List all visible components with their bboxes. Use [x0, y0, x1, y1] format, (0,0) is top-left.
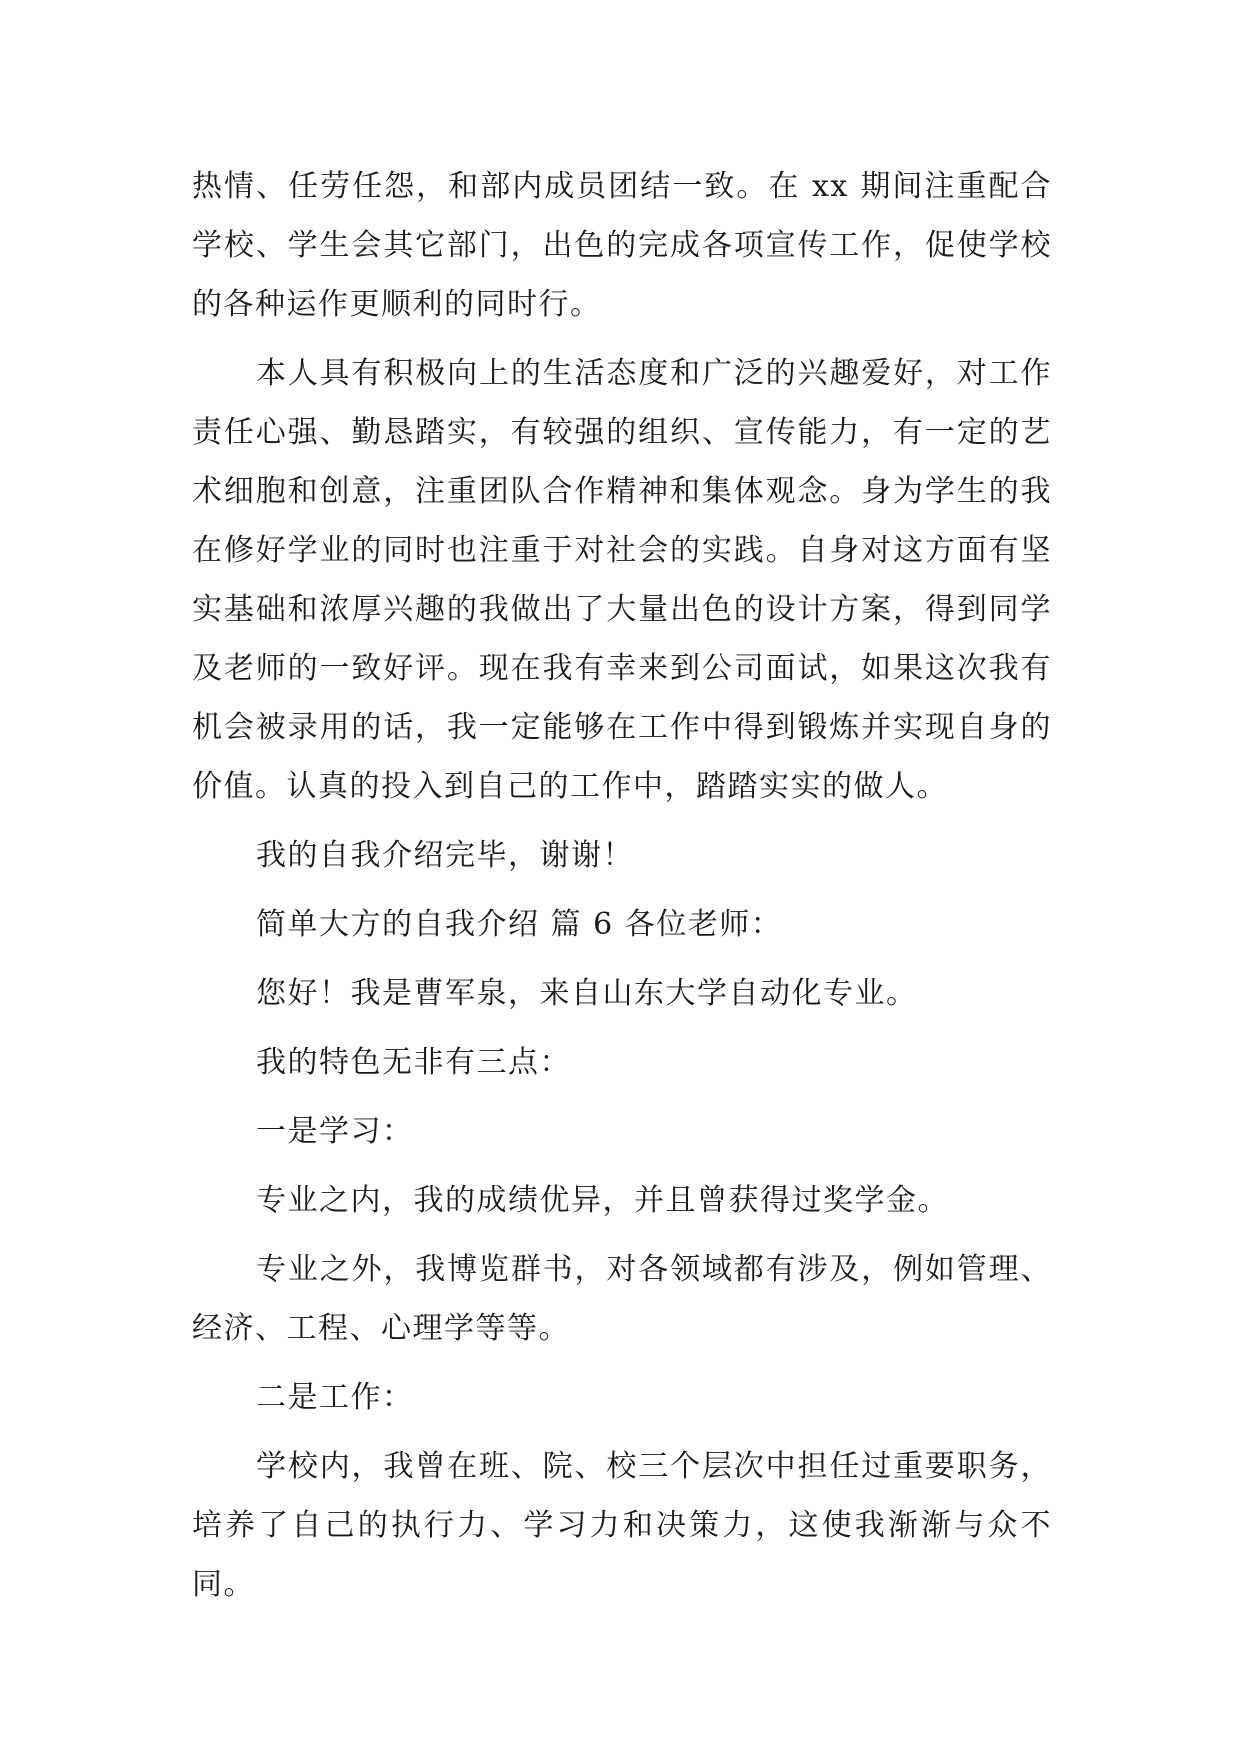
paragraph-5: 您好！我是曹军泉，来自山东大学自动化专业。 [256, 976, 918, 1011]
document-page [192, 157, 1052, 1624]
paragraph-9: 专业之外，我博览群书，对各领域都有涉及，例如管理、经济、工程、心理学等等。 [192, 1252, 1052, 1346]
paragraph-7: 一是学习： [256, 1114, 414, 1149]
paragraph-10: 二是工作： [256, 1380, 414, 1415]
paragraph-4: 简单大方的自我介绍 篇 6 各位老师： [256, 907, 783, 942]
paragraph-1: 热情、任劳任怨，和部内成员团结一致。在 xx 期间注重配合学校、学生会其它部门，出色的完成各项宣传工作，促使学校的各种运作更顺利的同时行。 [192, 169, 1052, 322]
paragraph-2: 本人具有积极向上的生活态度和广泛的兴趣爱好，对工作责任心强、勤恳踏实，有较强的组织、宣传能力，有一定的艺术细胞和创意，注重团队合作精神和集体观念。身为学生的我在修好学业的同时也注重于对社会的实践。自身对这方面有坚实基础和浓厚兴趣的我做出了大量出色的设计方案，得到同学及老师的一致好评。现在我有幸来到公司面试，如果这次我有机会被录用的话，我一定能够在工作中得到锻炼并实现自身的价值。认真的投入到自己的工作中，踏踏实实的做人。 [192, 356, 1052, 804]
paragraph-3: 我的自我介绍完毕，谢谢！ [256, 838, 634, 873]
paragraph-11: 学校内，我曾在班、院、校三个层次中担任过重要职务，培养了自己的执行力、学习力和决策力，这使我渐渐与众不同。 [192, 1449, 1052, 1602]
paragraph-6: 我的特色无非有三点： [256, 1045, 571, 1080]
paragraph-8: 专业之内，我的成绩优异，并且曾获得过奖学金。 [256, 1183, 949, 1218]
